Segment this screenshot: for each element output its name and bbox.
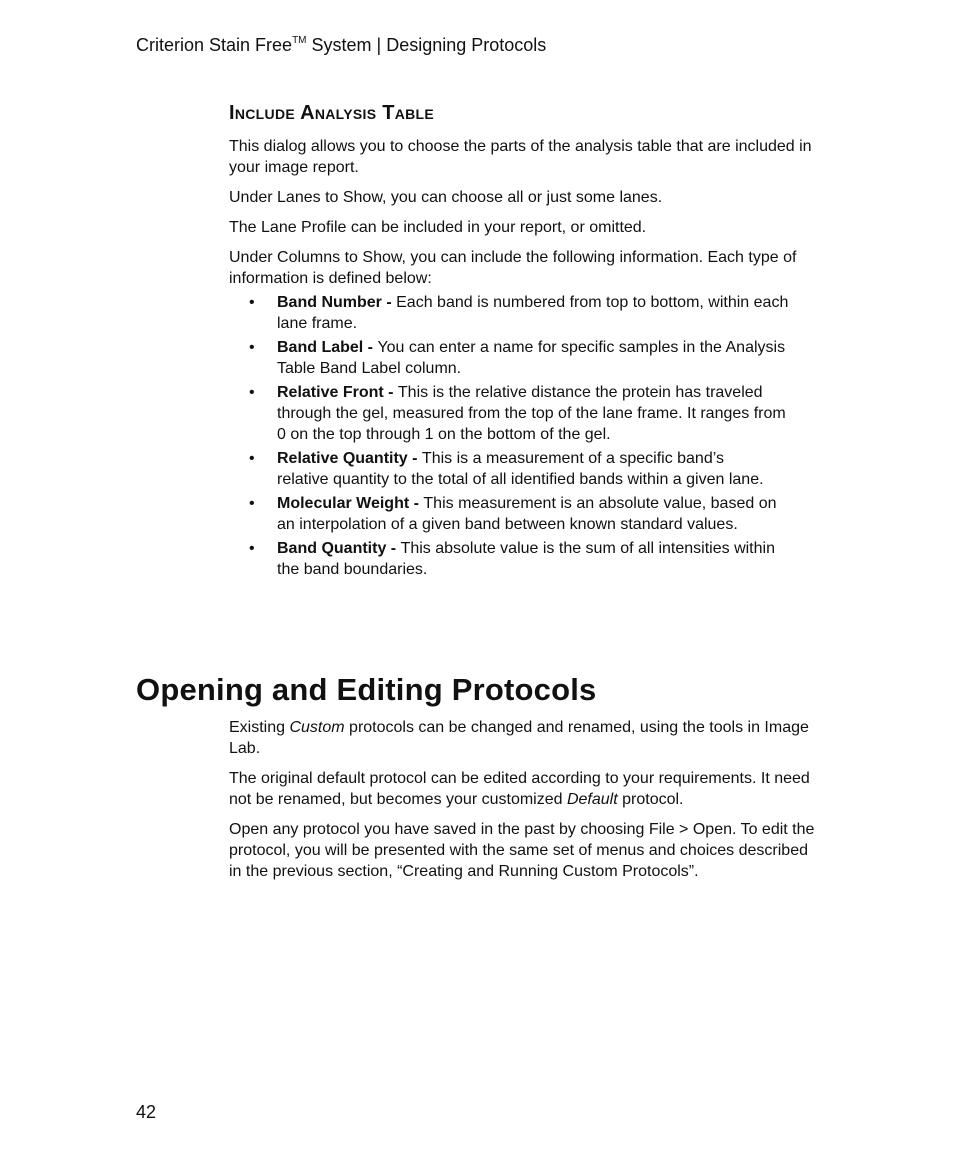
paragraph: This dialog allows you to choose the parts of the analysis table that are included in your image report. — [229, 138, 812, 176]
section-title: Opening and Editing Protocols — [136, 672, 597, 707]
definition-term: Band Quantity - — [277, 540, 401, 557]
page-number: 42 — [136, 1102, 157, 1122]
definition-term: Molecular Weight - — [277, 495, 424, 512]
bullet: • — [249, 540, 255, 557]
definition-term: Band Number - — [277, 294, 397, 311]
definition-text: You can enter a name for specific samples in the Analysis Table Band Label column. — [277, 339, 786, 377]
column-definitions-list — [229, 292, 819, 580]
trademark-mark: TM — [292, 35, 307, 46]
definition-text: This is a measurement of a specific band’s relative quantity to the total of all identified bands within a given lane. — [277, 450, 764, 488]
paragraph: Open any protocol you have saved in the past by choosing File > Open. To edit the protocol, you will be presented with the same set of menus and choices described in the previous section, “Creating and Running Custom Protocols”. — [229, 821, 815, 880]
list-item — [229, 538, 797, 580]
list-item — [229, 448, 777, 490]
paragraph-text: protocol. — [617, 791, 684, 808]
paragraph-text: Existing — [229, 719, 290, 736]
paragraph-text: The original default protocol can be edited according to your requirements. It need not be renamed, but becomes your customized — [229, 770, 810, 808]
paragraph — [229, 717, 819, 759]
emphasis-default: Default — [566, 791, 618, 808]
paragraph-text: protocols can be changed and renamed, using the tools in Image Lab. — [229, 719, 809, 757]
definition-term: Relative Front - — [277, 384, 398, 401]
list-item — [229, 493, 797, 535]
list-item — [229, 382, 787, 445]
header-section: System | Designing Protocols — [306, 35, 547, 55]
bullet: • — [249, 339, 255, 356]
emphasis-custom: Custom — [289, 719, 345, 736]
header-text: Criterion Stain Free — [136, 35, 293, 55]
include-analysis-table-section — [229, 102, 819, 583]
paragraph: Under Columns to Show, you can include the following information. Each type of information is defined below: — [229, 249, 797, 287]
definition-text: Each band is numbered from top to bottom, within each lane frame. — [277, 294, 789, 332]
paragraph: The Lane Profile can be included in your report, or omitted. — [229, 219, 647, 236]
definition-term: Relative Quantity - — [277, 450, 422, 467]
paragraph — [229, 768, 819, 810]
definition-term: Band Label - — [277, 339, 378, 356]
bullet: • — [249, 450, 255, 467]
opening-editing-section — [229, 717, 819, 891]
bullet: • — [249, 495, 255, 512]
definition-text: This absolute value is the sum of all intensities within the band boundaries. — [277, 540, 775, 578]
list-item — [229, 337, 797, 379]
subsection-title: Include Analysis Table — [229, 102, 435, 124]
bullet: • — [249, 384, 255, 401]
list-item — [229, 292, 797, 334]
bullet: • — [249, 294, 255, 311]
paragraph: Under Lanes to Show, you can choose all or just some lanes. — [229, 189, 663, 206]
definition-text: This measurement is an absolute value, based on an interpolation of a given band between known standard values. — [277, 495, 777, 533]
running-header — [136, 34, 546, 56]
definition-text: This is the relative distance the protein has traveled through the gel, measured from the top of the lane frame. It ranges from 0 on the top through 1 on the bottom of the gel. — [277, 384, 786, 443]
